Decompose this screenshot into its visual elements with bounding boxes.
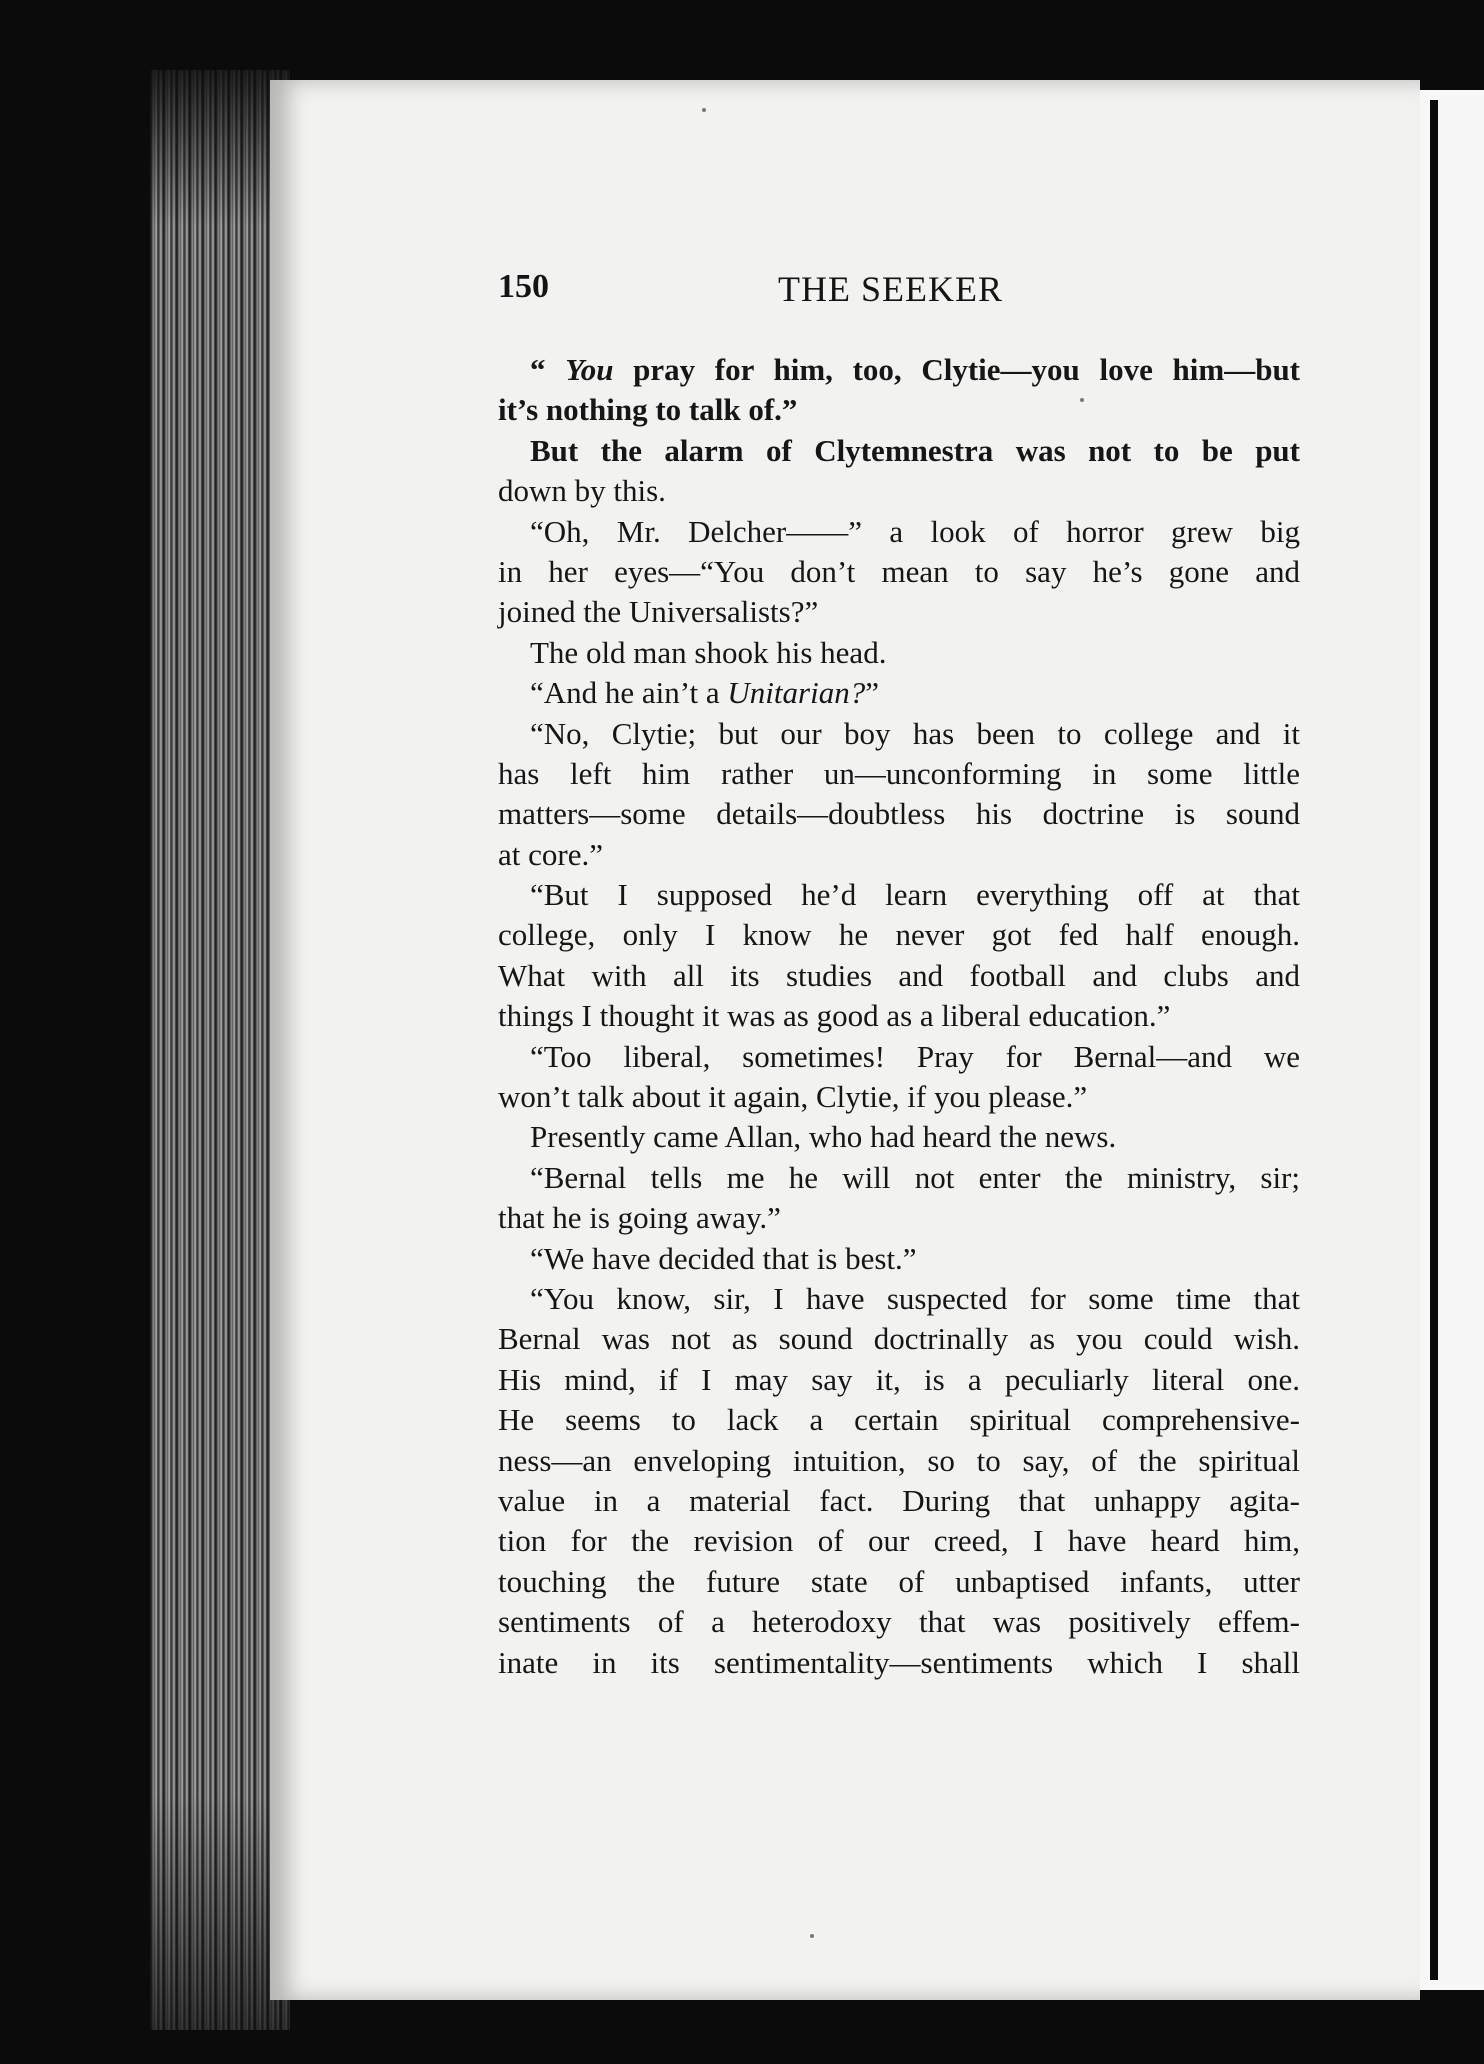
text-line: “But I supposed he’d learn everything off at that (530, 877, 1300, 913)
text-line: But the alarm of Clytemnestra was not to be put (530, 432, 1300, 468)
text-line: ness—an enveloping intuition, so to say, of the spiritual (498, 1442, 1300, 1478)
text-line: tion for the revision of our creed, I have heard him, (498, 1523, 1300, 1559)
text-segment: “And he ain’t a (530, 675, 728, 711)
text-line (498, 350, 1300, 390)
text-line: He seems to lack a certain spiritual comprehensive- (498, 1402, 1300, 1438)
text-line: joined the Universalists?” (498, 594, 819, 630)
text-line: things I thought it was as good as a liberal education.” (498, 998, 1171, 1034)
text-line: has left him rather un—unconforming in some little (498, 755, 1300, 791)
scan-speck (810, 1934, 814, 1938)
page-edges-shadow (150, 70, 290, 2030)
text-segment: pray for him, too, Clytie—you love him—but (613, 352, 1301, 387)
text-line: “Oh, Mr. Delcher——” a look of horror grew big (530, 513, 1300, 549)
gutter-line (1430, 100, 1438, 1980)
text-line: matters—some details—doubtless his doctrine is sound (498, 796, 1300, 832)
body-text (498, 350, 1300, 1683)
text-line: college, only I know he never got fed half enough. (498, 917, 1300, 953)
text-line: “You know, sir, I have suspected for some time that (530, 1280, 1300, 1316)
text-line: that he is going away.” (498, 1200, 781, 1236)
text-line: value in a material fact. During that unhappy agita- (498, 1482, 1300, 1518)
text-line: sentiments of a heterodoxy that was positively effem- (498, 1604, 1300, 1640)
page-header (498, 268, 1298, 318)
text-line: Presently came Allan, who had heard the news. (530, 1119, 1117, 1155)
text-line: at core.” (498, 836, 603, 872)
running-head: THE SEEKER (778, 269, 1003, 309)
text-line: inate in its sentimentality—sentiments which I shall (498, 1644, 1300, 1680)
page-number: 150 (498, 268, 549, 305)
text-line: it’s nothing to talk of.” (498, 392, 798, 428)
text-line: in her eyes—“You don’t mean to say he’s gone and (498, 553, 1300, 589)
text-line: “We have decided that is best.” (530, 1240, 917, 1276)
text-line: down by this. (498, 473, 666, 509)
text-line: The old man shook his head. (530, 634, 887, 670)
text-line: “Too liberal, sometimes! Pray for Bernal—and we (530, 1038, 1300, 1074)
text-line (498, 673, 1300, 713)
italic-text: You (565, 352, 614, 387)
text-line: touching the future state of unbaptised infants, utter (498, 1563, 1300, 1599)
text-segment: ” (865, 675, 879, 711)
text-line: “Bernal tells me he will not enter the ministry, sir; (530, 1159, 1300, 1195)
text-segment: “ (530, 352, 566, 387)
text-line: won’t talk about it again, Clytie, if you please.” (498, 1079, 1088, 1115)
text-line: “No, Clytie; but our boy has been to college and it (530, 715, 1300, 751)
text-line: Bernal was not as sound doctrinally as you could wish. (498, 1321, 1300, 1357)
italic-text: Unitarian? (727, 675, 866, 711)
text-line: His mind, if I may say it, is a peculiarly literal one. (498, 1361, 1300, 1397)
text-line: What with all its studies and football and clubs and (498, 957, 1300, 993)
scan-speck (702, 108, 706, 112)
